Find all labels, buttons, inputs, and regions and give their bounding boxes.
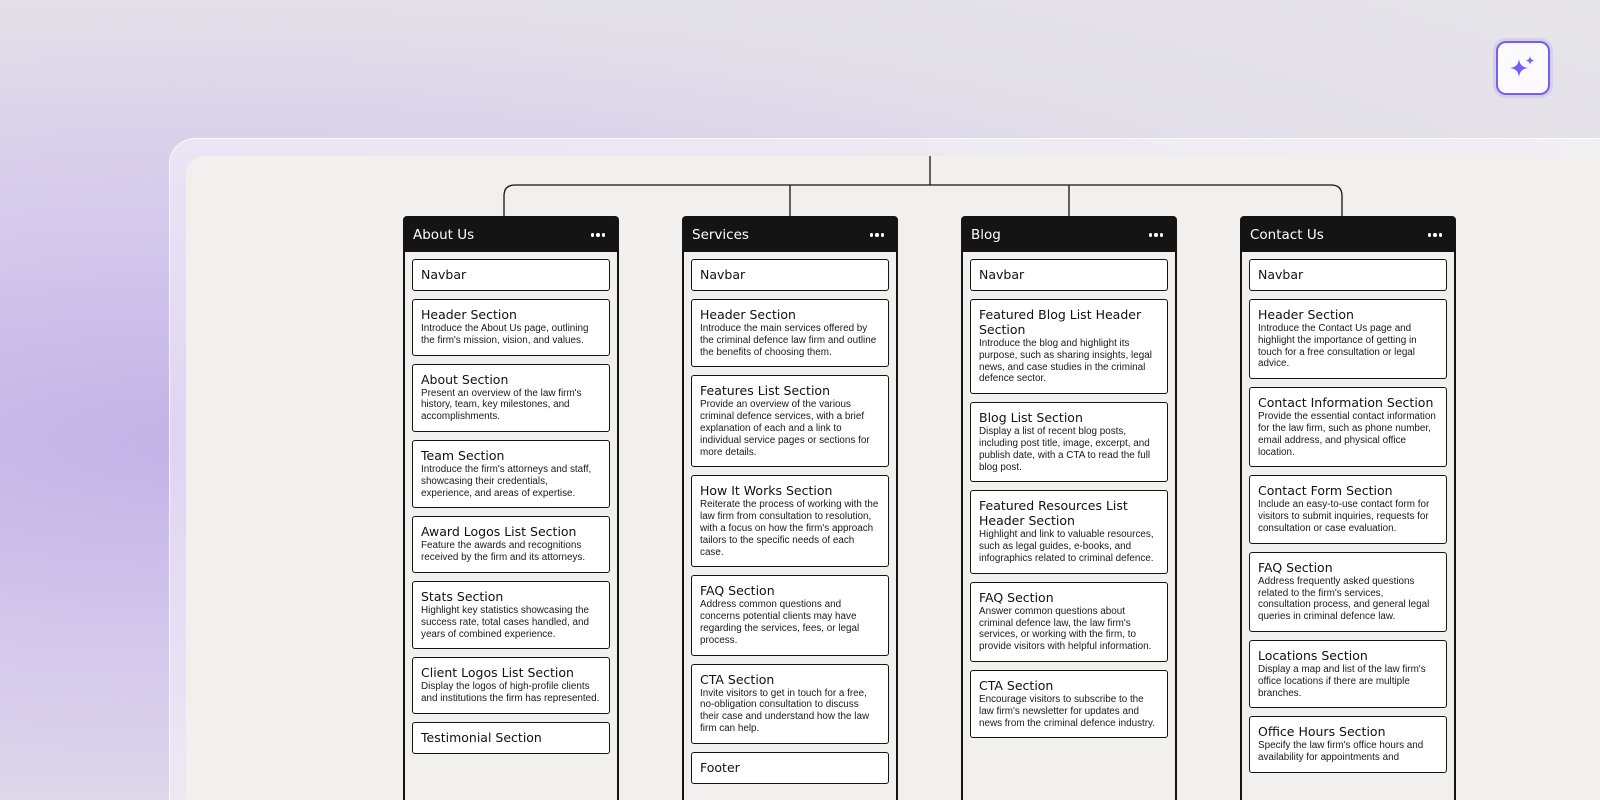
section-card[interactable]: FAQ Section Answer common questions about criminal defence law, the law firm's services, or working with the firm, to provide visitors with helpful information. (970, 582, 1168, 662)
section-card[interactable]: Navbar (1249, 259, 1447, 291)
section-card[interactable]: Blog List Section Display a list of recent blog posts, including post title, image, excerpt, and publish date, with a CTA to read the full blog post. (970, 402, 1168, 482)
section-card[interactable]: Office Hours Section Specify the law firm's office hours and availability for appointments and (1249, 716, 1447, 773)
column-title: Contact Us (1250, 227, 1324, 243)
section-card[interactable]: Featured Resources List Header Section Highlight and link to valuable resources, such as legal guides, e-books, and infographics related to criminal defence. (970, 490, 1168, 573)
page-column-services[interactable] (682, 216, 898, 800)
column-title: Services (692, 227, 749, 243)
section-card[interactable]: Client Logos List Section Display the logos of high-profile clients and institutions the firm has represented. (412, 657, 610, 714)
more-horizontal-icon[interactable] (587, 229, 609, 240)
column-header (684, 218, 896, 252)
column-title: Blog (971, 227, 1001, 243)
column-header (1242, 218, 1454, 252)
section-card[interactable]: How It Works Section Reiterate the process of working with the law firm from consultation to resolution, with a focus on how the firm's approach tailors to the specific needs of each case. (691, 475, 889, 567)
more-horizontal-icon[interactable] (1145, 229, 1167, 240)
section-card[interactable]: Navbar (970, 259, 1168, 291)
page-column-contact-us[interactable] (1240, 216, 1456, 800)
section-card[interactable]: Features List Section Provide an overview of the various criminal defence services, with a brief explanation of each and a link to individual service pages or sections for more details. (691, 375, 889, 467)
more-horizontal-icon[interactable] (866, 229, 888, 240)
section-card[interactable]: FAQ Section Address common questions and concerns potential clients may have regarding the services, fees, or legal process. (691, 575, 889, 655)
section-card[interactable]: Contact Information Section Provide the essential contact information for the law firm, such as phone number, email address, and physical office location. (1249, 387, 1447, 467)
section-card[interactable]: About Section Present an overview of the law firm's history, team, key milestones, and accomplishments. (412, 364, 610, 432)
column-header (963, 218, 1175, 252)
section-card[interactable]: Header Section Introduce the About Us page, outlining the firm's mission, vision, and values. (412, 299, 610, 356)
section-list (684, 252, 896, 784)
section-card[interactable]: Testimonial Section (412, 722, 610, 754)
section-card[interactable]: Header Section Introduce the main services offered by the criminal defence law firm and outline the benefits of choosing them. (691, 299, 889, 367)
page-column-about-us[interactable] (403, 216, 619, 800)
section-card[interactable]: Award Logos List Section Feature the awards and recognitions received by the firm and its attorneys. (412, 516, 610, 573)
section-card[interactable]: Contact Form Section Include an easy-to-use contact form for visitors to submit inquiries, requests for consultation or case evaluation. (1249, 475, 1447, 543)
ai-assistant-button[interactable] (1496, 41, 1550, 95)
sparkle-icon (1508, 53, 1538, 83)
more-horizontal-icon[interactable] (1424, 229, 1446, 240)
section-list (1242, 252, 1454, 773)
page-column-blog[interactable] (961, 216, 1177, 800)
section-list (405, 252, 617, 754)
section-card[interactable]: Header Section Introduce the Contact Us page and highlight the importance of getting in touch for a free consultation or legal advice. (1249, 299, 1447, 379)
section-card[interactable]: CTA Section Invite visitors to get in touch for a free, no-obligation consultation to discuss their case and understand how the law firm can help. (691, 664, 889, 744)
section-card[interactable]: Featured Blog List Header Section Introduce the blog and highlight its purpose, such as sharing insights, legal news, and case studies in the criminal defence sector. (970, 299, 1168, 394)
section-card[interactable]: Stats Section Highlight key statistics showcasing the success rate, total cases handled, and years of combined experience. (412, 581, 610, 649)
section-card[interactable]: FAQ Section Address frequently asked questions related to the firm's services, consultation process, and general legal queries in criminal defence law. (1249, 552, 1447, 632)
sitemap-canvas (186, 156, 1600, 800)
section-card[interactable]: Navbar (412, 259, 610, 291)
column-header (405, 218, 617, 252)
section-card[interactable]: CTA Section Encourage visitors to subscribe to the law firm's newsletter for updates and news from the criminal defence industry. (970, 670, 1168, 738)
column-title: About Us (413, 227, 475, 243)
section-card[interactable]: Team Section Introduce the firm's attorneys and staff, showcasing their credentials, experience, and areas of expertise. (412, 440, 610, 508)
section-card[interactable]: Locations Section Display a map and list of the law firm's office locations if there are multiple branches. (1249, 640, 1447, 708)
section-card[interactable]: Navbar (691, 259, 889, 291)
section-list (963, 252, 1175, 738)
section-card[interactable]: Footer (691, 752, 889, 784)
